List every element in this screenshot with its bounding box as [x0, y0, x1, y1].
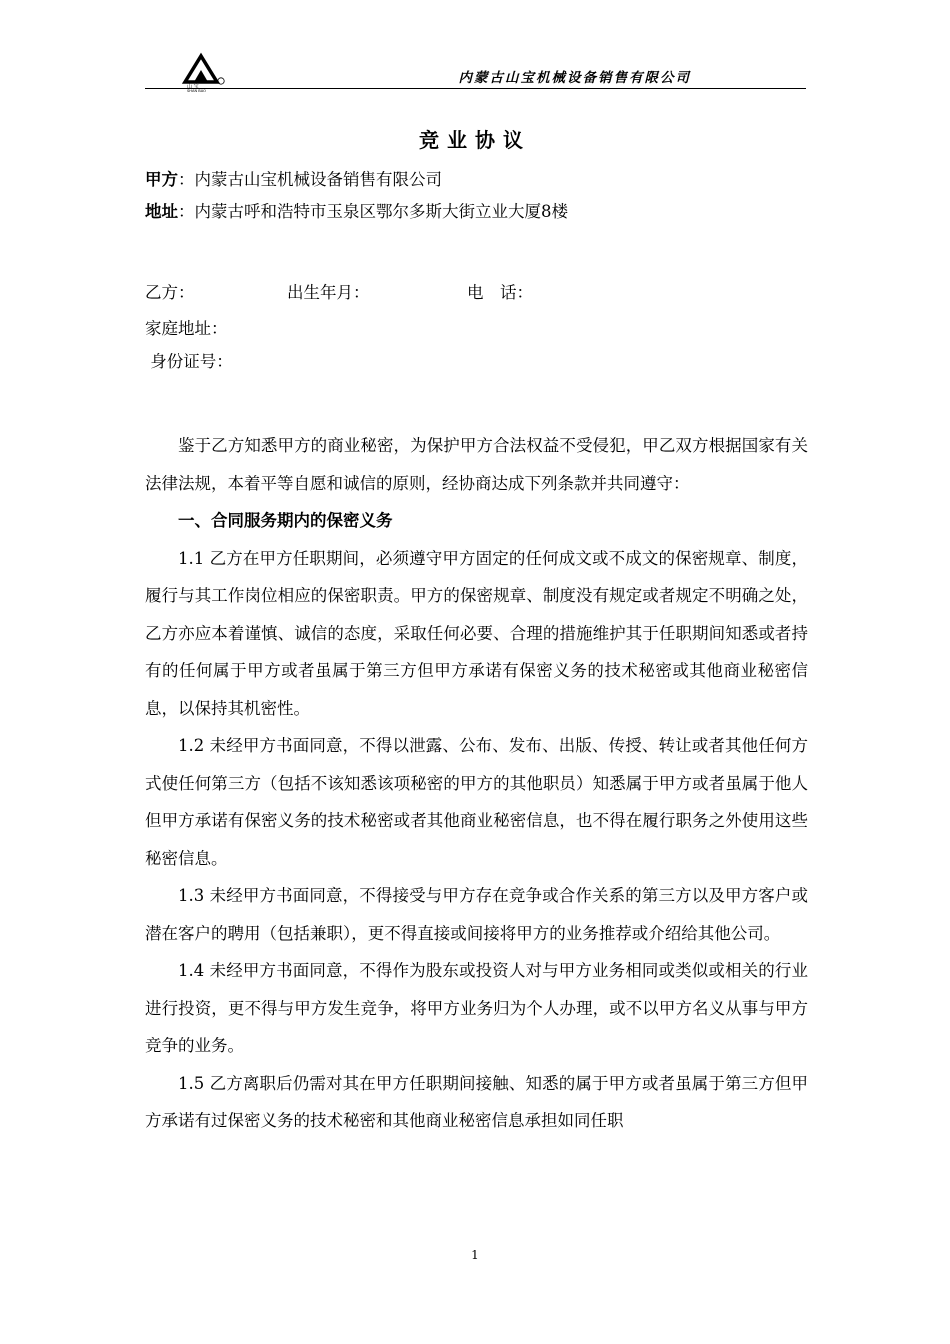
logo-chinese-text: 山 宝 [187, 84, 199, 90]
section-1-heading: 一、合同服务期内的保密义务 [178, 511, 393, 530]
logo-english-text: SHAN BAO [187, 89, 206, 92]
party-a-label: 甲方 [145, 170, 178, 189]
page-number: 1 [471, 1248, 479, 1262]
header-rule [145, 88, 806, 89]
party-b-row [145, 274, 808, 312]
address-label: 地址 [145, 202, 178, 221]
id-number-label: 身份证号： [145, 352, 233, 371]
header-company-name: 内蒙古山宝机械设备销售有限公司 [458, 70, 691, 86]
phone-label: 电 话： [467, 283, 533, 302]
page-header [145, 48, 806, 90]
party-a-line [145, 166, 808, 194]
clause-1-4: 1.4 未经甲方书面同意，不得作为股东或投资人对与甲方业务相同或类似或相关的行业进行投资，更不得与甲方发生竞争，将甲方业务归为个人办理，或不以甲方名义从事与甲方竞争的业务。 [145, 961, 808, 1055]
document-title: 竞业协议 [419, 128, 531, 152]
clause-1-3: 1.3 未经甲方书面同意，不得接受与甲方存在竞争或合作关系的第三方以及甲方客户或潜在客户的聘用（包括兼职），更不得直接或间接将甲方的业务推荐或介绍给其他公司。 [145, 886, 808, 943]
intro-paragraph: 鉴于乙方知悉甲方的商业秘密，为保护甲方合法权益不受侵犯，甲乙双方根据国家有关法律法规，本着平等自愿和诚信的原则，经协商达成下列条款并共同遵守： [145, 436, 808, 493]
clause-1-2: 1.2 未经甲方书面同意，不得以泄露、公布、发布、出版、传授、转让或者其他任何方式使任何第三方（包括不该知悉该项秘密的甲方的其他职员）知悉属于甲方或者虽属于他人但甲方承诺有保密义务的技术秘密或者其他商业秘密信息，也不得在履行职务之外使用这些秘密信息。 [145, 736, 808, 868]
home-address-label: 家庭地址： [145, 319, 228, 338]
address-value: ：内蒙古呼和浩特市玉泉区鄂尔多斯大街立业大厦8楼 [178, 202, 568, 221]
birth-date-label: 出生年月： [287, 283, 370, 302]
clause-1-5: 1.5 乙方离职后仍需对其在甲方任职期间接触、知悉的属于甲方或者虽属于第三方但甲方承诺有过保密义务的技术秘密和其他商业秘密信息承担如同任职 [145, 1073, 808, 1130]
clause-1-1: 1.1 乙方在甲方任职期间，必须遵守甲方固定的任何成文或不成文的保密规章、制度，履行与其工作岗位相应的保密职责。甲方的保密规章、制度没有规定或者规定不明确之处，乙方亦应本着谨慎、诚信的态度，采取任何必要、合理的措施维护其于任职期间知悉或者持有的任何属于甲方或者虽属于第三方但甲方承诺有保密义务的技术秘密或其他商业秘密信息，以保持其机密性。 [145, 548, 808, 718]
party-a-value: ：内蒙古山宝机械设备销售有限公司 [178, 170, 442, 189]
party-b-name-label: 乙方： [145, 283, 195, 302]
document-body [145, 166, 808, 1140]
shanbao-logo-icon [181, 52, 231, 92]
address-line [145, 198, 808, 226]
